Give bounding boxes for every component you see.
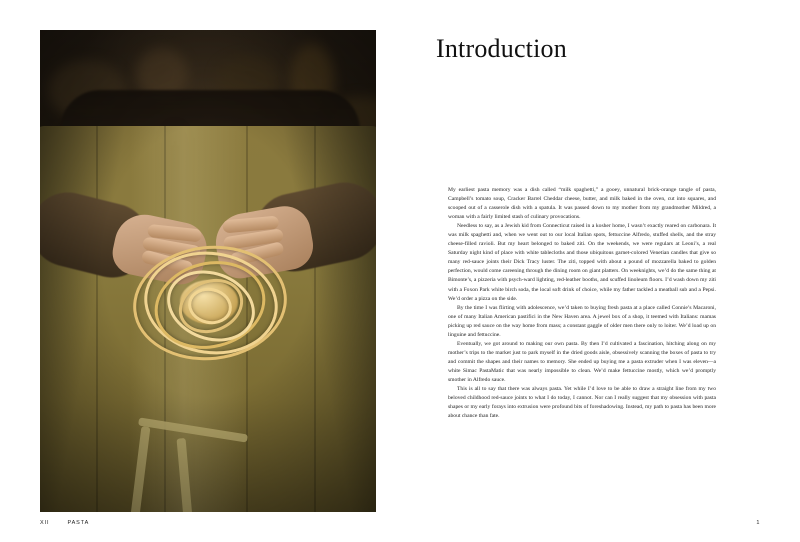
right-page [400, 0, 800, 542]
left-page-folio: XII [40, 520, 50, 526]
paragraph: My earliest pasta memory was a dish called “milk spaghetti,” a gooey, unnatural brick-orange tangle of pasta, Campbell’s tomato soup, Cracker Barrel Cheddar cheese, butter, and milk baked in the oven, cut into squares, and scooped out of a casserole dish with a spatula. It was passed down to my mother from my grandmother Mildred, a woman with a fairly limited stash of culinary provocations. [448, 187, 716, 221]
apron-fold [314, 126, 316, 512]
paragraph: Eventually, we got around to making our own pasta. By then I’d cultivated a fascination, hitching along on my mother’s trips to the market just to park myself in the dried goods aisle, obsessively scanning the boxes of pasta to try and commit the shapes and their names to memory. She ended up buying me a pasta extruder when I was eleven—a white Simac PastaMatic that was nearly impossible to clean. We’d make fettuccine mostly, which we’d promptly smother in Alfredo sauce. [448, 340, 716, 383]
photo-background [40, 30, 376, 512]
left-page-footer [40, 520, 89, 526]
chapter-opener-photo [40, 30, 376, 512]
page-title: Introduction [436, 34, 567, 63]
paragraph: By the time I was flirting with adolescence, we’d taken to buying fresh pasta at a place called Connie’s Macaroni, one of many Italian American pastifici in the New Haven area. A jewel box of a shop, it teemed with Italians: mamas picking up red sauce on the way home from mass; a constant gaggle of older men there only to loiter. We’d load up on linguine and fettuccine. [448, 304, 716, 338]
paragraph: Needless to say, as a Jewish kid from Connecticut raised in a kosher home, I wasn’t exactly reared on carbonara. It was milk spaghetti and, when we went out to our local Italian spots, fettuccine Alfredo, stuffed shells, and the stray cheese-filled ravioli. But my heart belonged to baked ziti. On the weekends, we were regulars at Leoni’s, a real Saturday night kind of place with white tablecloths and those ubiquitous garnet-colored Venetian candles that give so many red-sauce joints their Dick Tracy luster. The ziti, topped with about a pound of mozzarella baked to golden perfection, would come careening through the dining room on giant platters. On weeknights, we’d do the same thing at Bimonte’s, a pizzeria with psych-ward lighting, red-leather booths, and scuffed linoleum floors. I’d wash down my ziti with a Foxon Park white birch soda, the local soft drink of choice, while my father tackled a meatball sub and a Pepsi. We’d order a pizza on the side. [448, 223, 716, 302]
apron-fold [96, 126, 98, 512]
pasta-nest [132, 240, 282, 358]
paragraph: This is all to say that there was always pasta. Yet while I’d love to be able to draw a straight line from my two beloved childhood red-sauce joints to what I do today, I cannot. Nor can I really suggest that my obsession with pasta shapes or my early forays into extrusion were profound bits of foreshadowing. Instead, my path to pasta has been more about chance than fate. [448, 386, 716, 420]
body-text [448, 186, 716, 421]
right-page-folio: 1 [756, 520, 760, 526]
running-head: PASTA [67, 520, 90, 526]
